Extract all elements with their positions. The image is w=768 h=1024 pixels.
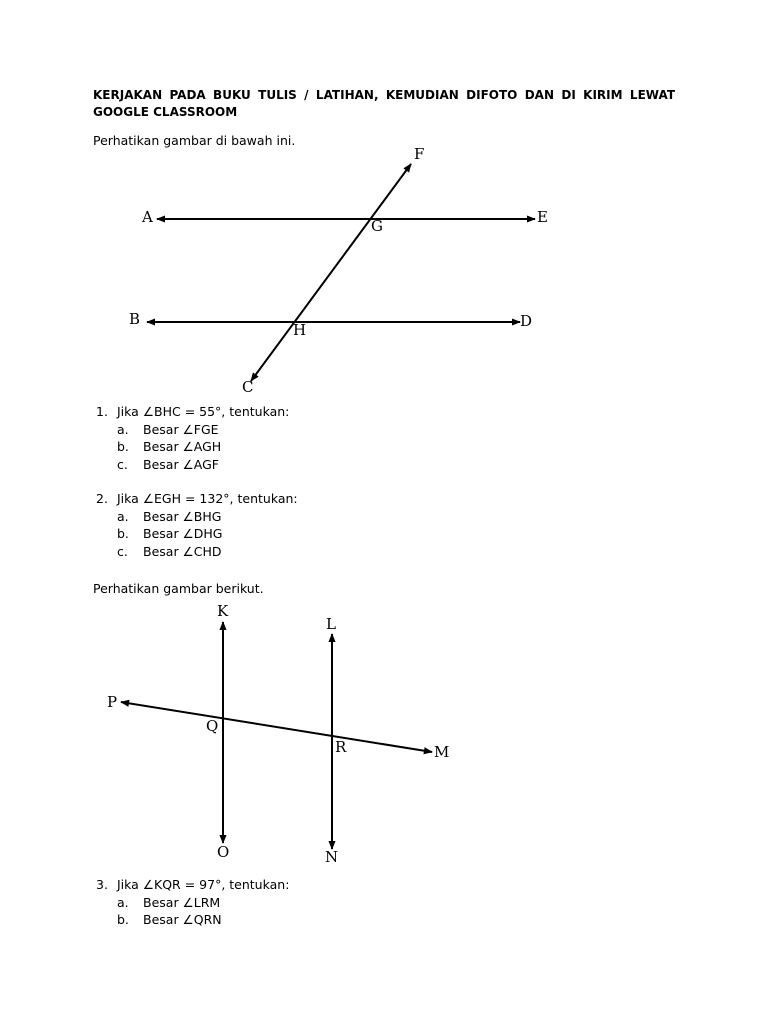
question-1	[96, 403, 298, 473]
list-item	[117, 543, 298, 561]
label-P: P	[107, 693, 118, 711]
intro-text-1: Perhatikan gambar di bawah ini.	[93, 133, 296, 148]
label-N: N	[325, 848, 339, 866]
item-text: Besar ∠AGF	[143, 456, 219, 472]
item-letter: b.	[117, 439, 129, 454]
list-item	[117, 456, 298, 474]
instruction-header: KERJAKAN PADA BUKU TULIS / LATIHAN, KEMUDIAN DIFOTO DAN DI KIRIM LEWAT GOOGLE CLASSROOM	[93, 88, 675, 119]
list-item	[117, 894, 289, 912]
list-item	[117, 525, 298, 543]
question-number: 3.	[96, 877, 108, 892]
item-text: Besar ∠LRM	[143, 894, 221, 910]
question-2	[96, 490, 298, 560]
question-text: Jika ∠KQR = 97°, tentukan:	[117, 877, 290, 892]
question-3	[96, 876, 289, 929]
label-Q: Q	[206, 717, 219, 735]
question-number: 2.	[96, 491, 108, 506]
item-text: Besar ∠AGH	[143, 439, 222, 454]
label-O: O	[217, 843, 230, 861]
item-letter: c.	[117, 543, 128, 559]
item-text: Besar ∠CHD	[143, 543, 222, 559]
question-list-2	[96, 876, 289, 929]
label-K: K	[217, 602, 229, 620]
question-text: Jika ∠EGH = 132°, tentukan:	[117, 491, 298, 506]
list-item	[117, 911, 289, 929]
label-D: D	[520, 312, 533, 330]
item-text: Besar ∠DHG	[143, 526, 223, 541]
question-list-1	[96, 403, 298, 560]
item-letter: a.	[117, 421, 129, 437]
label-R: R	[335, 738, 347, 756]
label-H: H	[293, 321, 307, 339]
question-number: 1.	[96, 404, 108, 419]
transversal-FC	[251, 164, 411, 381]
intro-text-2: Perhatikan gambar berikut.	[93, 581, 264, 596]
label-A: A	[142, 208, 153, 226]
item-letter: c.	[117, 456, 128, 472]
label-C: C	[242, 378, 254, 396]
item-letter: b.	[117, 526, 129, 541]
item-letter: b.	[117, 912, 129, 927]
list-item	[117, 421, 298, 439]
item-letter: a.	[117, 508, 129, 524]
transversal-PM	[121, 702, 432, 752]
label-L: L	[326, 615, 336, 633]
list-item	[117, 438, 298, 456]
label-F: F	[414, 145, 425, 163]
list-item	[117, 508, 298, 526]
label-G: G	[371, 217, 383, 235]
label-E: E	[537, 208, 548, 226]
label-B: B	[129, 310, 141, 328]
item-letter: a.	[117, 894, 129, 910]
item-text: Besar ∠FGE	[143, 421, 219, 437]
label-M: M	[434, 743, 450, 761]
question-text: Jika ∠BHC = 55°, tentukan:	[117, 404, 290, 419]
item-text: Besar ∠QRN	[143, 912, 222, 927]
item-text: Besar ∠BHG	[143, 508, 222, 524]
